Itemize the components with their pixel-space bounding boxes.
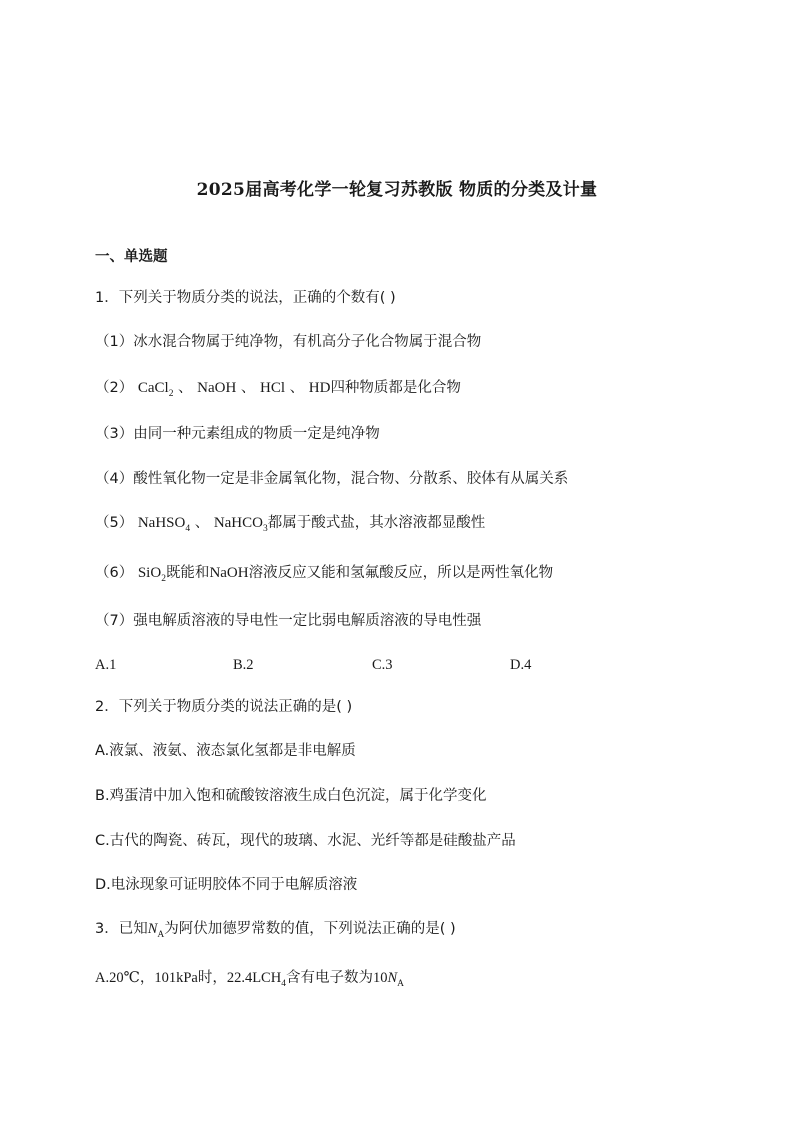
- electron-count: 10: [372, 970, 388, 986]
- formula-naoh: NaOH: [209, 565, 249, 581]
- document-title: 2025届高考化学一轮复习苏教版 物质的分类及计量: [196, 180, 598, 200]
- formula-nahso4: NaHSO$_4$: [137, 515, 191, 534]
- separator: 、: [240, 380, 256, 396]
- question-1-option-a[interactable]: A.1: [95, 657, 117, 673]
- statement-number: （5）: [95, 515, 134, 531]
- question-1-statement-7: （7）强电解质溶液的导电性一定比弱电解质溶液的导电性强: [95, 613, 482, 629]
- question-2-option-c[interactable]: C.古代的陶瓷、砖瓦，现代的玻璃、水泥、光纤等都是硅酸盐产品: [95, 833, 516, 849]
- option-label: A.20℃，: [95, 970, 155, 986]
- question-2-option-a[interactable]: A.液氯、液氨、液态氯化氢都是非电解质: [95, 743, 356, 759]
- question-1-option-c[interactable]: C.3: [372, 657, 393, 673]
- pressure-value: 101kPa: [154, 970, 198, 986]
- volume-formula: $22.4LCH_4$: [226, 970, 286, 989]
- formula-naoh: NaOH: [197, 380, 237, 396]
- statement-text: 溶液反应又能和氢氟酸反应，所以是两性氧化物: [248, 565, 554, 581]
- section-heading-single-choice: 一、单选题: [95, 249, 168, 265]
- question-1-statement-3: （3）由同一种元素组成的物质一定是纯净物: [95, 426, 380, 442]
- question-1-statement-4: （4）酸性氧化物一定是非金属氧化物，混合物、分散系、胶体有从属关系: [95, 471, 569, 487]
- formula-sio2: SiO$_2$: [137, 565, 166, 584]
- question-3-stem: [95, 919, 456, 939]
- question-1-statement-6: [95, 563, 553, 583]
- separator: 、: [289, 380, 305, 396]
- formula-cacl2: CaCl$_2$: [137, 380, 174, 399]
- separator: 、: [178, 380, 193, 396]
- question-3-option-a[interactable]: [95, 968, 404, 988]
- statement-text: 四种物质都是化合物: [330, 380, 461, 396]
- statement-number: （2）: [95, 380, 134, 396]
- avogadro-symbol: $N_A$: [147, 921, 165, 940]
- formula-hcl: HCl: [260, 380, 286, 396]
- statement-text: 既能和: [165, 565, 210, 581]
- question-1-statement-5: [95, 513, 485, 533]
- formula-nahco3: NaHCO$_3$: [213, 515, 268, 534]
- statement-text: 都属于酸式盐，其水溶液都显酸性: [267, 515, 486, 531]
- option-text: 时，: [197, 970, 227, 986]
- question-2-option-b[interactable]: B.鸡蛋清中加入饱和硫酸铵溶液生成白色沉淀，属于化学变化: [95, 788, 487, 804]
- formula-hd: HD: [308, 380, 331, 396]
- question-text: 为阿伏加德罗常数的值，下列说法正确的是( ): [164, 921, 456, 937]
- question-1-option-b[interactable]: B.2: [233, 657, 254, 673]
- question-1-stem: 1．下列关于物质分类的说法，正确的个数有( ): [95, 290, 396, 306]
- option-text: 含有电子数为: [285, 970, 373, 986]
- question-1-statement-2: [95, 378, 461, 398]
- question-2-option-d[interactable]: D.电泳现象可证明胶体不同于电解质溶液: [95, 877, 358, 893]
- question-1-statement-1: （1）冰水混合物属于纯净物，有机高分子化合物属于混合物: [95, 334, 482, 350]
- avogadro-symbol: $N_A$: [387, 970, 404, 989]
- separator: 、: [194, 515, 210, 531]
- question-2-stem: 2．下列关于物质分类的说法正确的是( ): [95, 699, 353, 715]
- statement-number: （6）: [95, 565, 134, 581]
- question-1-option-d[interactable]: D.4: [510, 657, 532, 673]
- question-number: 3．已知: [95, 921, 148, 937]
